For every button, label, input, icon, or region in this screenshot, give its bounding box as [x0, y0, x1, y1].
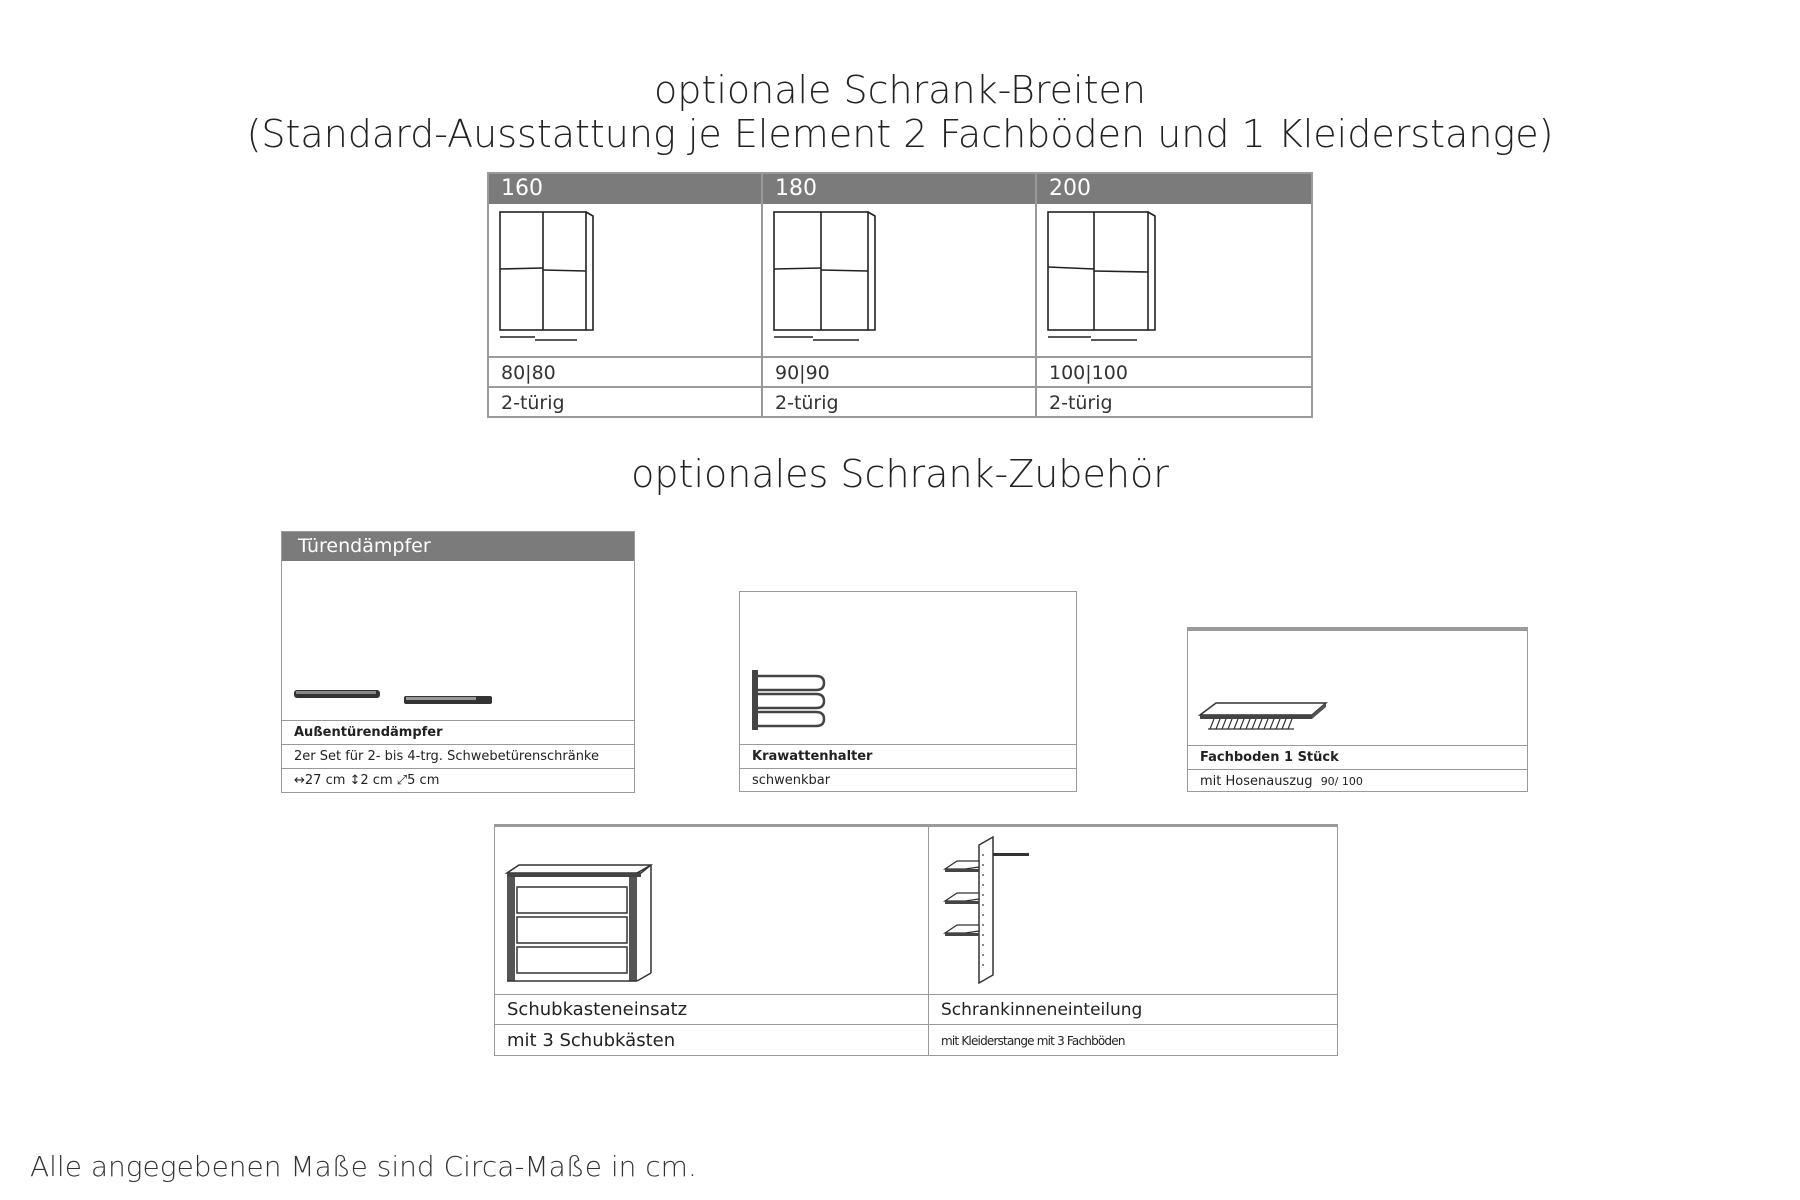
- footer-note: Alle angegebenen Maße sind Circa-Maße in cm.: [30, 1150, 697, 1183]
- accessory-name: Schrankinneneinteilung: [929, 994, 1337, 1024]
- accessory-shelf[interactable]: [1187, 627, 1528, 792]
- accessory-desc: mit Hosenauszug: [1200, 774, 1313, 789]
- accessory-desc-row: [1188, 769, 1527, 793]
- width-card-180[interactable]: [761, 172, 1037, 418]
- width-label: 180: [763, 174, 1035, 204]
- accessory-door-damper[interactable]: [281, 531, 635, 793]
- doors-row: 2-türig: [1037, 386, 1311, 416]
- width-card-200[interactable]: [1035, 172, 1313, 418]
- accessories-heading: optionales Schrank-Zubehör: [631, 452, 1169, 496]
- drawer-insert-icon: [507, 865, 657, 985]
- accessory-drawer-insert[interactable]: [494, 824, 930, 1056]
- wardrobe-icon: [499, 210, 599, 345]
- accessory-desc: mit Kleiderstange mit 3 Fachböden: [929, 1024, 1337, 1056]
- accessory-name: Krawattenhalter: [740, 744, 1076, 768]
- widths-heading-line1: optionale Schrank-Breiten: [654, 68, 1146, 112]
- accessory-header: Türendämpfer: [282, 532, 634, 561]
- accessory-desc: 2er Set für 2- bis 4-trg. Schwebetürenschränke: [282, 744, 634, 768]
- split-row: 90|90: [763, 356, 1035, 386]
- tie-holder-icon: [752, 670, 832, 740]
- wardrobe-icon: [773, 210, 883, 345]
- width-label: 200: [1037, 174, 1311, 204]
- accessory-tie-holder[interactable]: [739, 591, 1077, 792]
- doors-row: 2-türig: [489, 386, 761, 416]
- accessory-sizes: 90/ 100: [1320, 775, 1363, 788]
- split-row: 80|80: [489, 356, 761, 386]
- split-row: 100|100: [1037, 356, 1311, 386]
- shelf-icon: [1198, 701, 1328, 733]
- accessory-name: Schubkasteneinsatz: [495, 994, 929, 1024]
- accessory-name: Fachboden 1 Stück: [1188, 745, 1527, 769]
- wardrobe-icon: [1047, 210, 1162, 345]
- accessory-interior-division[interactable]: [928, 824, 1338, 1056]
- doors-row: 2-türig: [763, 386, 1035, 416]
- width-label: 160: [489, 174, 761, 204]
- widths-heading-line2: (Standard-Ausstattung je Element 2 Fachböden und 1 Kleiderstange): [246, 112, 1554, 156]
- interior-division-icon: [943, 835, 1043, 985]
- accessory-desc: schwenkbar: [740, 768, 1076, 792]
- accessory-desc: mit 3 Schubkästen: [495, 1024, 929, 1056]
- door-damper-icon: [294, 684, 494, 714]
- width-card-160[interactable]: [487, 172, 763, 418]
- accessory-name: Außentürendämpfer: [282, 720, 634, 744]
- accessory-dims: ↔27 cm ↕2 cm ⤢5 cm: [282, 768, 634, 792]
